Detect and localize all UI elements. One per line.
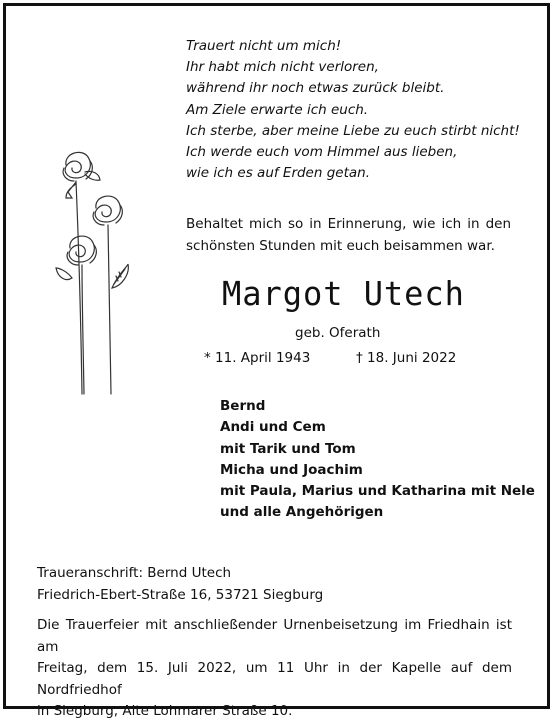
mourner-item: Bernd	[220, 398, 266, 414]
poem-line: Ich werde euch vom Himmel aus lieben,	[186, 144, 458, 161]
intro-text	[186, 213, 511, 257]
notice-line: in Siegburg, Alte Lohmarer Straße 10.	[37, 703, 293, 719]
funeral-notice	[37, 615, 512, 723]
mourner-item: Andi und Cem	[220, 419, 326, 436]
rose-bottom-icon	[56, 236, 128, 394]
poem-line: Ich sterbe, aber meine Liebe zu euch stirbt nicht!	[186, 122, 520, 139]
death-date: † 18. Juni 2022	[356, 350, 457, 366]
roses-illustration-icon	[52, 148, 142, 402]
mourner-item: und alle Angehörigen	[220, 504, 384, 521]
poem-line: während ihr noch etwas zurück bleibt.	[186, 80, 445, 97]
mourning-address	[37, 563, 323, 606]
mourner-item: mit Tarik und Tom	[220, 440, 356, 457]
maiden-name: geb. Oferath	[295, 325, 381, 341]
address-line: Traueranschrift: Bernd Utech	[37, 565, 232, 581]
notice-line: Die Trauerfeier mit anschließender Urnenbeisetzung im Friedhain ist am	[37, 617, 512, 655]
poem-line: Ihr habt mich nicht verloren,	[186, 59, 379, 76]
intro-line: Behaltet mich so in Erinnerung, wie ich in den	[186, 216, 511, 232]
poem-line: wie ich es auf Erden getan.	[186, 165, 371, 182]
mourner-item: mit Paula, Marius und Katharina mit Nele	[220, 483, 535, 500]
intro-line: schönsten Stunden mit euch beisammen war.	[186, 238, 495, 254]
poem-line: Trauert nicht um mich!	[186, 38, 342, 54]
mourners-list	[220, 396, 535, 524]
poem-line: Am Ziele erwarte ich euch.	[186, 101, 369, 118]
mourner-item: Micha und Joachim	[220, 461, 363, 478]
notice-line: Freitag, dem 15. Juli 2022, um 11 Uhr in der Kapelle auf dem Nordfriedhof	[37, 660, 512, 698]
rose-middle-icon	[93, 196, 122, 394]
address-line: Friedrich-Ebert-Straße 16, 53721 Siegburg	[37, 586, 324, 603]
deceased-name: Margot Utech	[222, 274, 465, 313]
poem	[186, 36, 526, 184]
birth-date: * 11. April 1943	[204, 350, 311, 366]
